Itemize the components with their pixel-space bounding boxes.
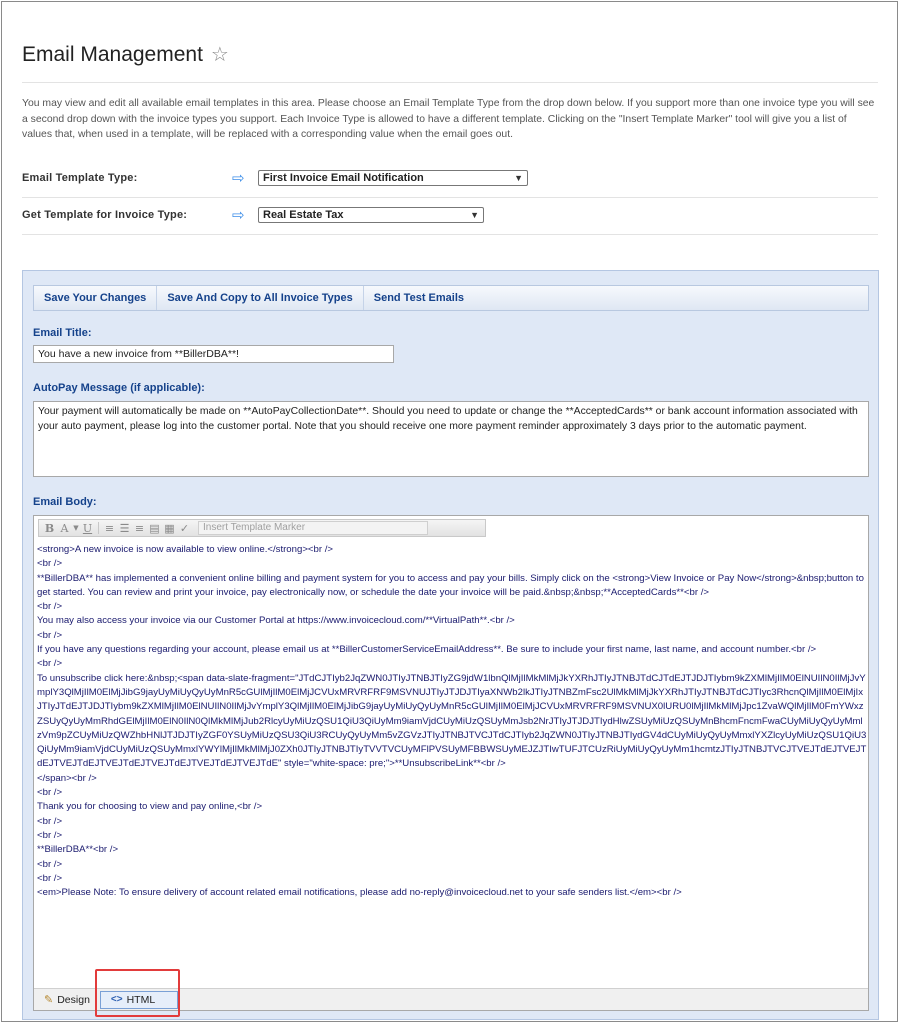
email-body-html-source[interactable]: <strong>A new invoice is now available to view online.</strong><br /> <br /> **BillerDBA** has implemented a convenient online billing and payment system for you to access and pay your bills. Simply click on the <strong>View Invoice or Pay Now</strong>&nbsp;button to get started. You can review and print your invoice, pay electronically now, or schedule the date your invoice will be paid.&nbsp;&nbsp;**AcceptedCards**<br /> <br /> You may also access your invoice via our Customer Portal at https://www.invoicecloud.com/**VirtualPath**.<br /> <br /> If you have any questions regarding your account, please email us at **BillerCustomerServiceEmailAddress**. Be sure to include your first name, last name, and account number.<br /> <br /> To unsubscribe click here:&nbsp;<span data-slate-fragment="JTdCJTIyb2JqZWN0JTIyJTNBJTIyZG9jdW1lbnQlMjIlMkMlMjJkYXRhJTIyJTNBJTdCJTdEJTJDJTIybm9kZXMlMjIlM0ElNUIlN0IlMjJvYmplY3QlMjIlM0ElMjJibG9jayUyMiUyQyUyMnR5cGUlMjIlM0ElMjJCVUxMRVRFRF9MSVNUJTIyJTJDJTIyaXNWb2lkJTIyJTNBZmFsc2UlMkMlMjJkYXRhJTIyJTNBJTdCJTIyc3RhcnQlMjIlM0ElMjIxJTIyJTdEJTJDJTIybm9kZXMlMjIlM0ElNUIlN0IlMjJvYmplY3QlMjIlM0ElMjJibG9jayUyMiUyQyUyMnR5cGUlMjIlM0ElMjJCVUxMRVRFRF9MSVNUX0lURU0lMjIlMkMlMjJpc1ZvaWQlMjIlM0FmYWxzZSUyQyUyMmRhdGElMjIlM0ElN0IlN0QlMkMlMjJub2RlcyUyMiUzQSU1QiU3QiUyMm9iamVjdCUyMiUzQSUyMmJsb2NrJTIyJTJDJTIydHlwZSUyMiUzQSUyMnBhcmFncmFwaCUyMiUyQyUyMmlzVm9pZCUyMiUzQWZhbHNlJTJDJTIyZGF0YSUyMiUzQSU3QiU3RCUyQyUyMm5vZGVzJTIyJTNBJTVCJTdCJTIyb2JqZWN0JTIyJTNBJTIydGV4dCUyMiUyQyUyMmxlYXZlcyUyMiUzQSU1QiU3QiUyMm9iamVjdCUyMiUzQSUyMmxlYWYlMjIlMkMlMjJ0ZXh0JTIyJTNBJTIyTVVTVCUyMFlPVSUyMFBBWSUyMEJZJTIwTUFJTCUzRiUyMiUyQyUyMm1hcmtzJTIyJTNBJTVCJTVEJTdEJTVEJTdEJTVEJTdEJTVEJTdEJTVEJTdEJTVEJTdEJTVEJTdE" style="white-space: pre;">**UnsubscribeLink**<br /> </span><br /> <br /> Thank you for choosing to view and pay online,<br /> <br /> <br /> **BillerDBA**<br /> <br /> <br /> <em>Please Note: To ensure delivery of account related email notifications, please add no-reply@invoicecloud.net to your safe senders list.</em><br /> (37, 544, 867, 899)
align-left-icon[interactable]: ≡ (104, 521, 115, 535)
template-type-value: First Invoice Email Notification (263, 172, 424, 184)
email-body-editor (33, 515, 869, 1011)
underline-icon[interactable]: U (82, 521, 93, 535)
spellcheck-icon[interactable]: ✓ (179, 521, 190, 535)
autopay-label: AutoPay Message (if applicable): (33, 382, 205, 394)
html-tab[interactable] (100, 991, 178, 1009)
intro-text: You may view and edit all available email templates in this area. Please choose an Email Template Type from the drop down below. If you support more than one invoice type you will see a second drop down with the invoice types you support. Each Invoice Type is allowed to have a different template. Clicking on the "Insert Template Marker" tool will give you a list of values that, when used in a template, will be replaced with a corresponding value when the email goes out. (22, 98, 875, 140)
separator (98, 522, 99, 534)
list-icon[interactable]: ▦ (164, 521, 175, 535)
invoice-type-select[interactable] (258, 207, 484, 223)
justify-icon[interactable]: ▤ (149, 521, 160, 535)
invoice-type-label: Get Template for Invoice Type: (22, 209, 188, 221)
design-tab-label: Design (57, 993, 90, 1006)
align-center-icon[interactable]: ☰ (119, 521, 130, 535)
save-copy-all-button[interactable]: Save And Copy to All Invoice Types (157, 286, 363, 310)
save-button[interactable]: Save Your Changes (34, 286, 157, 310)
email-title-label: Email Title: (33, 327, 92, 339)
template-type-label: Email Template Type: (22, 172, 138, 184)
email-body-label: Email Body: (33, 496, 97, 508)
divider (22, 82, 878, 83)
insert-template-marker-button[interactable]: Insert Template Marker (198, 521, 428, 535)
html-tab-label: HTML (126, 993, 156, 1006)
invoice-type-value: Real Estate Tax (263, 209, 344, 221)
send-test-emails-button[interactable]: Send Test Emails (373, 292, 465, 304)
template-type-row (22, 160, 878, 196)
chevron-down-icon: ▼ (470, 210, 479, 220)
template-type-select[interactable] (258, 170, 528, 186)
pencil-icon: ✎ (44, 994, 54, 1006)
panel-toolbar (33, 285, 869, 311)
autopay-textarea[interactable]: Your payment will automatically be made on **AutoPayCollectionDate**. Should you need to update or change the **AcceptedCards** or bank account information associated with your auto payment, please log into the customer portal. Note that you should receive one more payment reminder approximately 3 days prior to the automatic payment. (33, 401, 869, 477)
divider (22, 234, 878, 235)
design-tab[interactable] (40, 991, 94, 1009)
align-right-icon[interactable]: ≡ (134, 521, 145, 535)
page-title (22, 42, 229, 67)
chevron-down-icon: ▼ (514, 173, 523, 183)
arrow-right-icon: ⇨ (232, 207, 245, 224)
star-icon[interactable]: ☆ (210, 44, 229, 66)
dropdown-arrow-icon[interactable]: ▼ (73, 524, 79, 532)
page-title-text: Email Management (22, 42, 203, 66)
arrow-right-icon: ⇨ (232, 170, 245, 187)
editor-mode-bar (34, 988, 868, 1010)
email-title-input[interactable]: You have a new invoice from **BillerDBA**! (33, 345, 394, 363)
bold-icon[interactable]: B (44, 521, 55, 535)
editor-toolbar (38, 519, 486, 537)
invoice-type-row (22, 197, 878, 233)
code-icon: <> (110, 994, 123, 1005)
font-color-icon[interactable]: A (60, 521, 69, 535)
template-editor-panel (22, 270, 879, 1020)
